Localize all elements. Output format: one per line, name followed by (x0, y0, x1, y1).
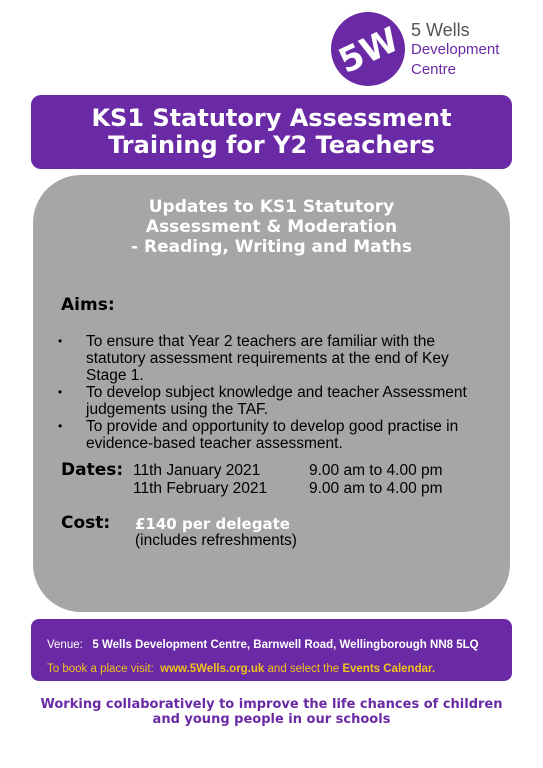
title-banner (31, 95, 512, 169)
list-item: • To develop subject knowledge and teacher Assessment judgements using the TAF. (58, 384, 467, 418)
book-text: To book a place visit: (47, 663, 154, 675)
aims-list (53, 333, 493, 452)
booking-line (47, 657, 512, 681)
bullet-icon: • (58, 334, 63, 348)
logo-mark (331, 12, 405, 86)
logo-5w-icon (331, 12, 405, 86)
subheading-line2: Assessment & Moderation (145, 217, 398, 237)
logo-line3: Centre (411, 61, 457, 78)
title-line1: KS1 Statutory Assessment (91, 104, 452, 132)
logo-line1: 5 Wells (411, 20, 470, 40)
tagline-line1: Working collaboratively to improve the life chances of children (40, 697, 503, 712)
dates-label: Dates: (61, 460, 124, 480)
events-calendar-text: Events Calendar. (342, 663, 436, 675)
time-value: 9.00 am to 4.00 pm (309, 462, 443, 479)
title-line2: Training for Y2 Teachers (108, 131, 435, 159)
bullet-icon: • (58, 385, 63, 399)
date-row (133, 462, 443, 480)
course-subheading (33, 197, 510, 257)
date-value: 11th January 2021 (133, 462, 261, 479)
cost-label: Cost: (61, 513, 111, 533)
cost-note: (includes refreshments) (135, 532, 297, 549)
date-value: 11th February 2021 (133, 480, 268, 497)
subheading-line1: Updates to KS1 Statutory (148, 197, 395, 217)
venue-label: Venue: (47, 639, 83, 651)
svg-text:5W: 5W (332, 19, 405, 82)
and-text: and select the (267, 663, 340, 675)
date-row (133, 480, 443, 498)
course-details-panel (33, 175, 510, 612)
booking-footer (31, 619, 512, 681)
bullet-icon: • (58, 419, 63, 433)
logo (331, 12, 531, 92)
tagline-line2: and young people in our schools (152, 712, 391, 727)
aims-label: Aims: (61, 295, 115, 315)
website-link[interactable]: www.5Wells.org.uk (160, 663, 265, 675)
list-item: • To ensure that Year 2 teachers are familiar with the statutory assessment requirements at the end of Key Stage 1. (58, 333, 449, 384)
dates-list (133, 462, 443, 498)
list-item: • To provide and opportunity to develop good practise in evidence-based teacher assessment. (58, 418, 459, 452)
logo-text (411, 20, 499, 80)
time-value: 9.00 am to 4.00 pm (309, 480, 443, 497)
tagline (0, 697, 543, 727)
logo-line2: Development (411, 41, 500, 58)
venue-line (47, 633, 512, 657)
subheading-line3: - Reading, Writing and Maths (131, 237, 412, 257)
cost-value: £140 per delegate (135, 515, 290, 533)
venue-address: 5 Wells Development Centre, Barnwell Road, Wellingborough NN8 5LQ (92, 639, 479, 651)
